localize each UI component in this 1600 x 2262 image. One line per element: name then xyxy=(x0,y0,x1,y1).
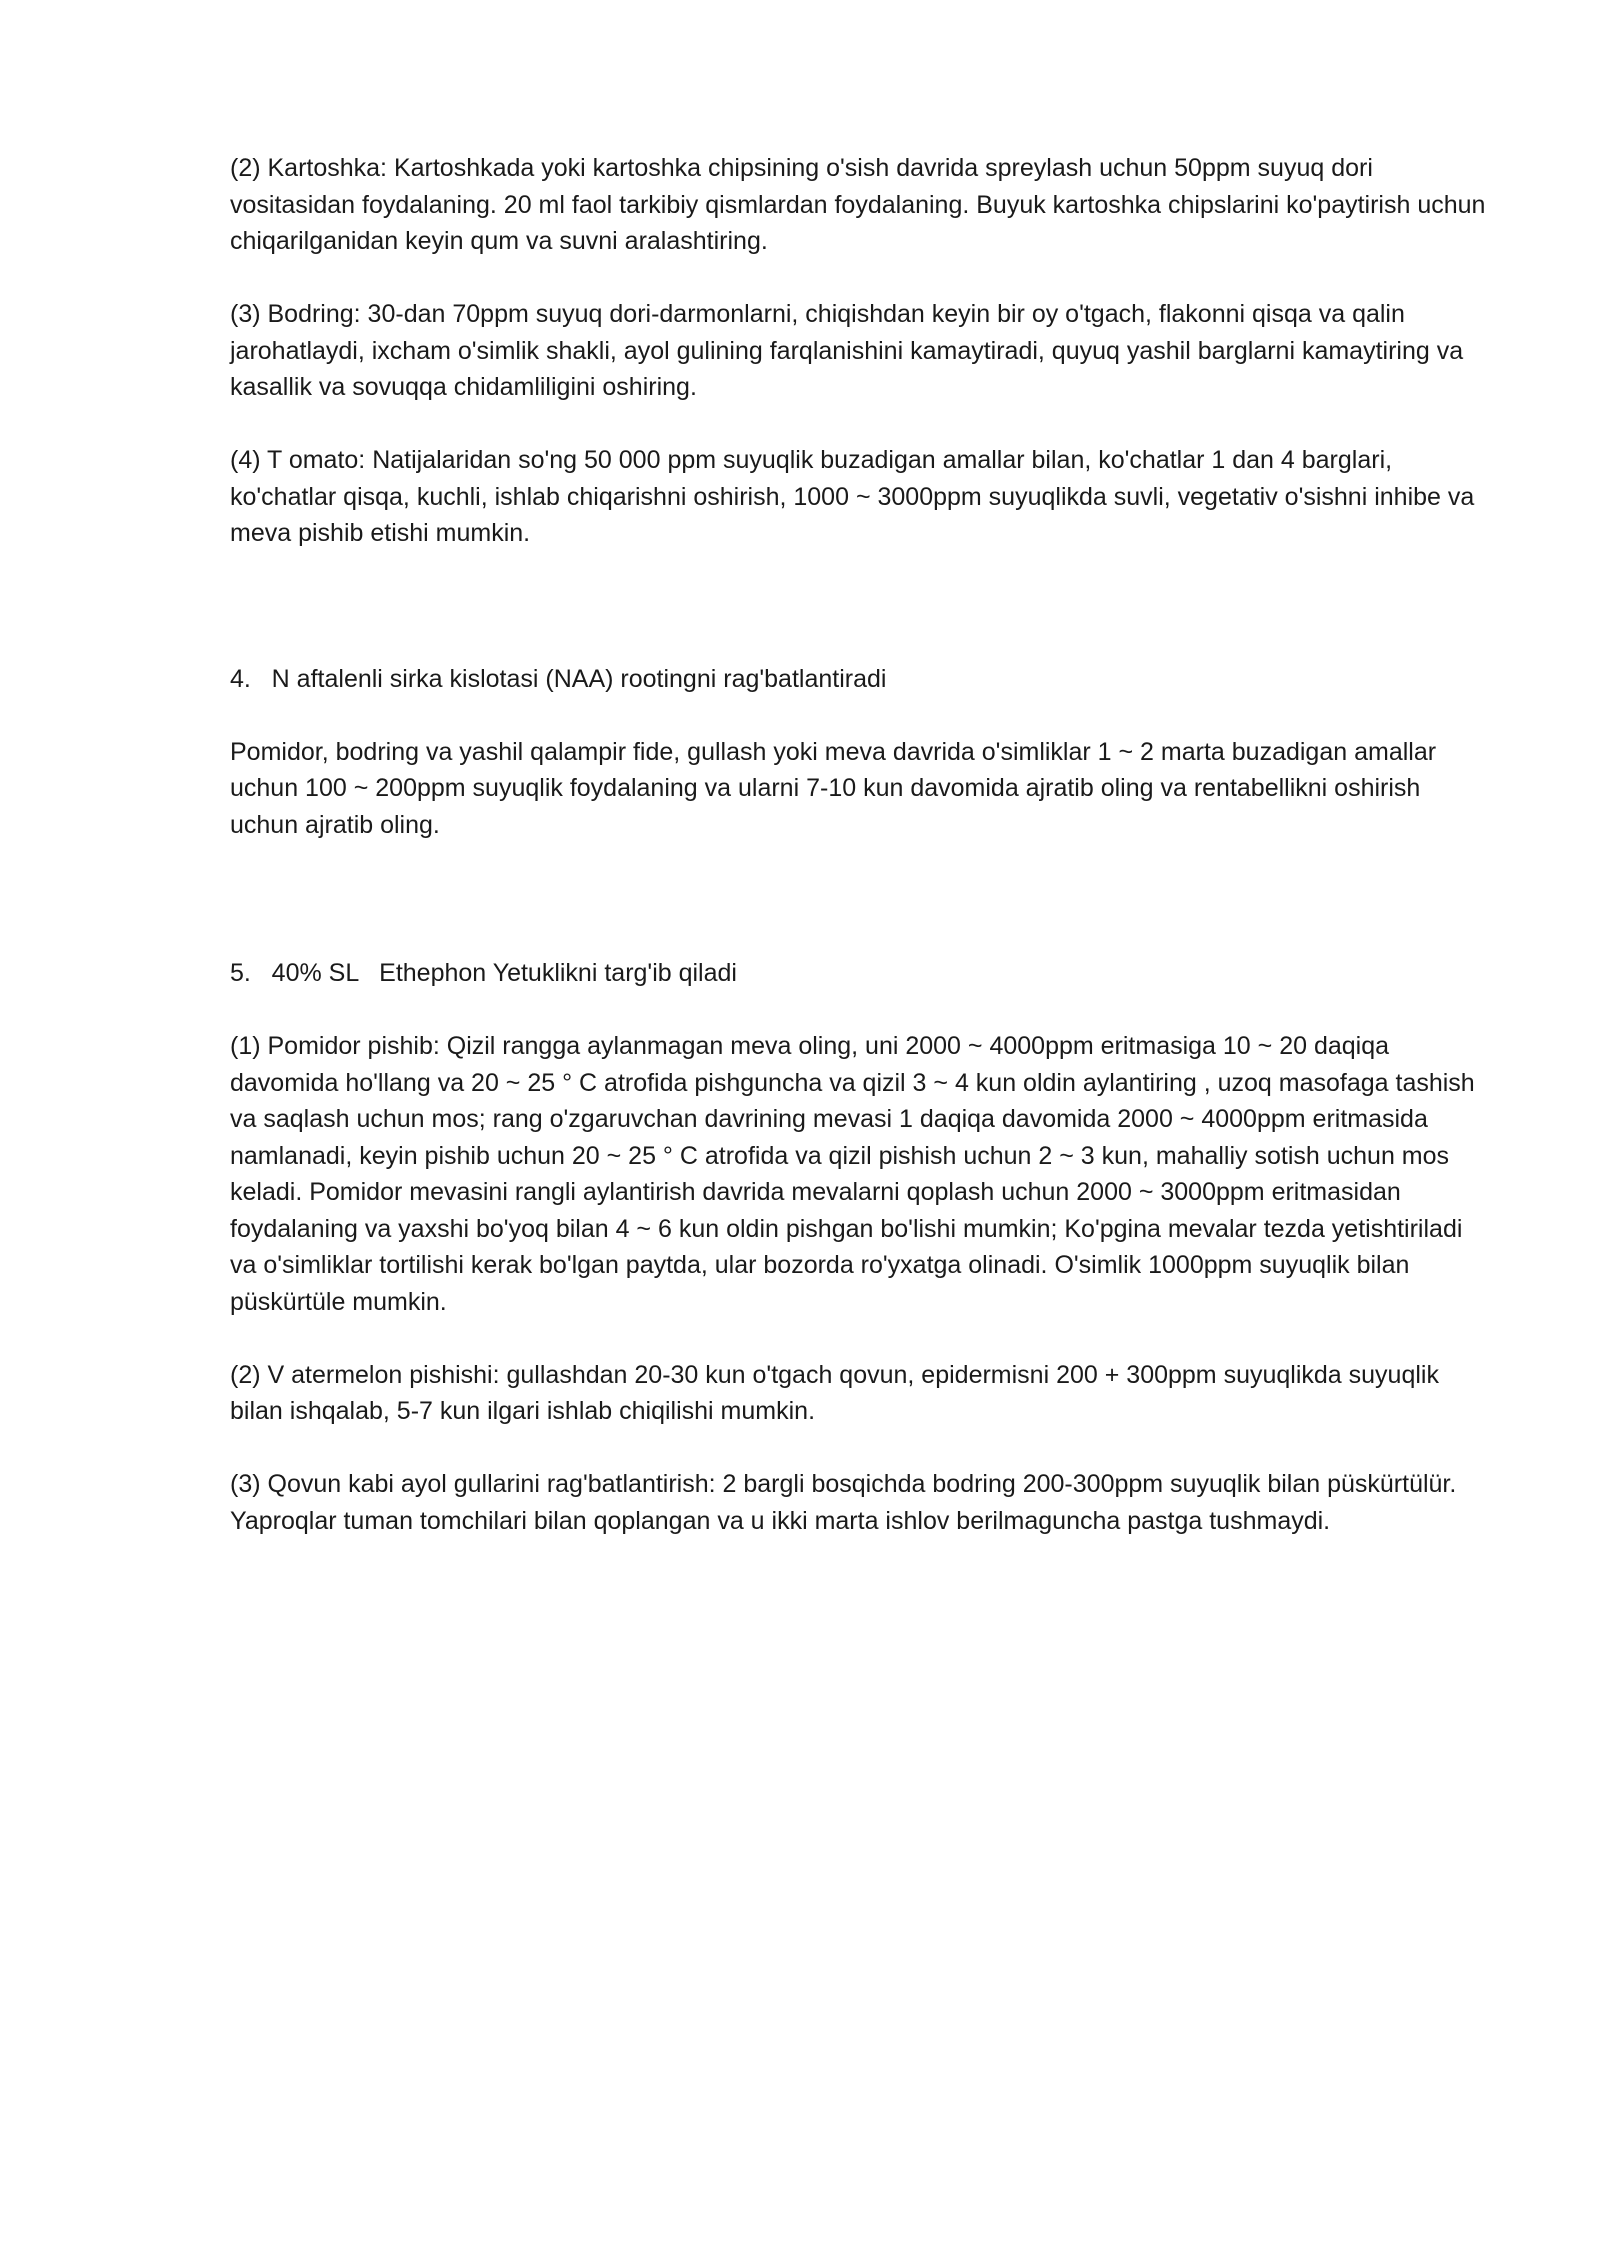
section-spacer xyxy=(230,843,1495,955)
paragraph-cucumber: (3) Bodring: 30-dan 70ppm suyuq dori-darmonlarni, chiqishdan keyin bir oy o'tgach, flakonni qisqa va qalin jarohatlaydi, ixcham o'simlik shakli, ayol gulining farqlanishini kamaytiradi, quyuq yashil barglarni kamaytiring va kasallik va sovuqqa chidamliligini oshiring. xyxy=(230,300,1464,401)
paragraph-spacer xyxy=(230,1320,1495,1357)
paragraph-spacer xyxy=(230,697,1495,734)
section-spacer xyxy=(230,552,1495,661)
paragraph-tomato: (4) T omato: Natijalaridan so'ng 50 000 ppm suyuqlik buzadigan amallar bilan, ko'chatlar 1 dan 4 barglari, ko'chatlar qisqa, kuchli, ishlab chiqarishni oshirish, 1000 ~ 3000ppm suyuqlikda suvli, vegetativ o'sishni inhibe va meva pishib etishi mumkin. xyxy=(230,446,1475,547)
section-heading-naa: 4. N aftalenli sirka kislotasi (NAA) rootingni rag'batlantiradi xyxy=(230,664,887,693)
paragraph-watermelon: (2) V atermelon pishishi: gullashdan 20-30 kun o'tgach qovun, epidermisni 200 + 300ppm suyuqlikda suyuqlik bilan ishqalab, 5-7 kun ilgari ishlab chiqilishi mumkin. xyxy=(230,1360,1439,1425)
paragraph-melon: (3) Qovun kabi ayol gullarini rag'batlantirish: 2 bargli bosqichda bodring 200-300ppm suyuqlik bilan püskürtülür. Yaproqlar tuman tomchilari bilan qoplangan va u ikki marta ishlov berilmaguncha pastga tushmaydi. xyxy=(230,1470,1457,1535)
section-heading-ethephon: 5. 40% SL Ethephon Yetuklikni targ'ib qiladi xyxy=(230,959,737,987)
paragraph-spacer xyxy=(230,992,1495,1029)
paragraph-naa: Pomidor, bodring va yashil qalampir fide, gullash yoki meva davrida o'simliklar 1 ~ 2 marta buzadigan amallar uchun 100 ~ 200ppm suyuqlik foydalaning va ularni 7-10 kun davomida ajratib oling va rentabellikni oshirish uchun ajratib oling. xyxy=(230,737,1437,839)
paragraph-spacer xyxy=(230,260,1495,297)
paragraph-tomato-ripening: (1) Pomidor pishib: Qizil rangga aylanmagan meva oling, uni 2000 ~ 4000ppm eritmasiga 10 ~ 20 daqiqa davomida ho'llang va 20 ~ 25 ° C atrofida pishguncha va qizil 3 ~ 4 kun oldin aylantiring , uzoq masofaga tashish va saqlash uchun mos; rang o'zgaruvchan davrining mevasi 1 daqiqa davomida 2000 ~ 4000ppm eritmasida namlanadi, keyin pishib uchun 20 ~ 25 ° C atrofida va qizil pishish uchun 2 ~ 3 kun, mahalliy sotish uchun mos keladi. Pomidor mevasini rangli aylantirish davrida mevalarni qoplash uchun 2000 ~ 3000ppm eritmasidan foydalaning va yaxshi bo'yoq bilan 4 ~ 6 kun oldin pishgan bo'lishi mumkin; Ko'pgina mevalar tezda yetishtiriladi va o'simliklar tortilishi kerak bo'lgan paytda, ular bozorda ro'yxatga olinadi. O'simlik 1000ppm suyuqlik bilan püskürtüle mumkin. xyxy=(230,1032,1475,1316)
paragraph-spacer xyxy=(230,1430,1495,1467)
paragraph-potato: (2) Kartoshka: Kartoshkada yoki kartoshka chipsining o'sish davrida spreylash uchun 50ppm suyuq dori vositasidan foydalaning. 20 ml faol tarkibiy qismlardan foydalaning. Buyuk kartoshka chipslarini ko'paytirish uchun chiqarilganidan keyin qum va suvni aralashtiring. xyxy=(230,154,1486,255)
document-page xyxy=(230,150,1495,1539)
paragraph-spacer xyxy=(230,406,1495,443)
